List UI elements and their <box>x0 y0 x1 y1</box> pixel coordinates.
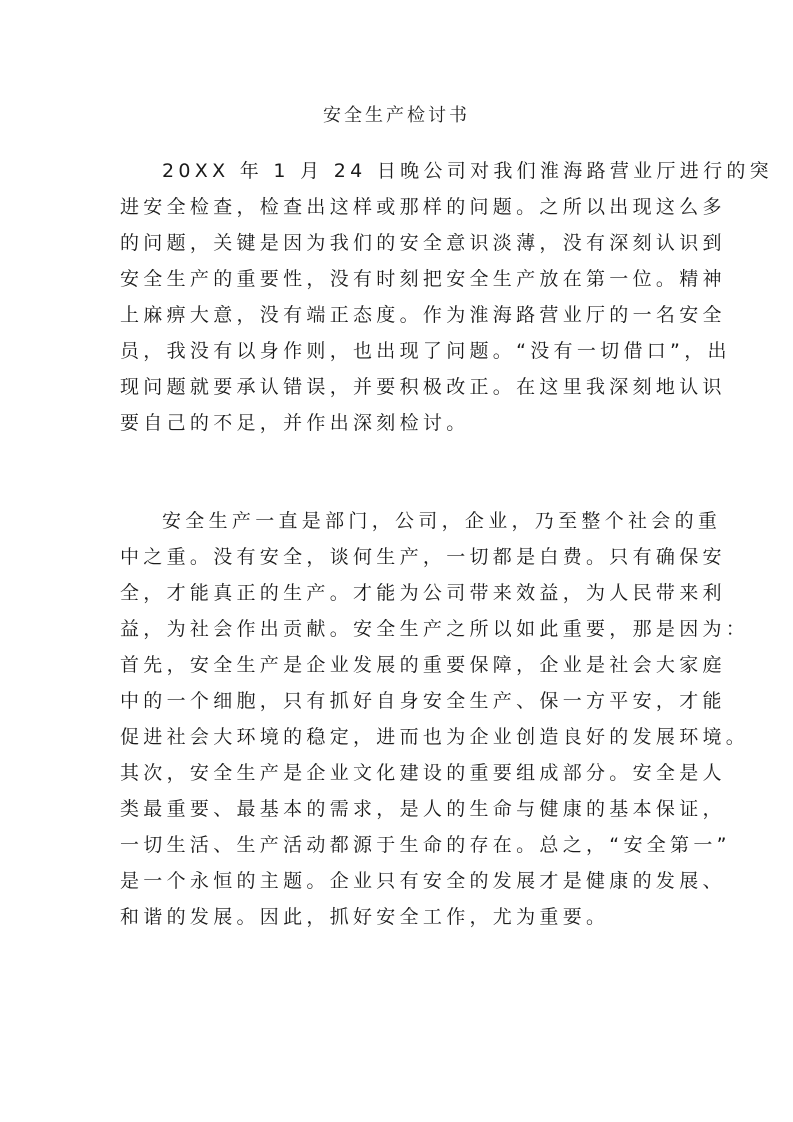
paragraph-1-line-6: 员，我没有以身作则，也出现了问题。“没有一切借口”，出 <box>120 340 731 362</box>
paragraph-2-line-6: 中的一个细胞，只有抓好自身安全生产、保一方平安，才能 <box>120 690 726 712</box>
paragraph-1-line-1: 20XX 年 1 月 24 日晚公司对我们淮海路营业厅进行的突 <box>162 160 773 182</box>
paragraph-1-line-4: 安全生产的重要性，没有时刻把安全生产放在第一位。精神 <box>120 268 726 290</box>
paragraph-2-line-11: 是一个永恒的主题。企业只有安全的发展才是健康的发展、 <box>120 870 726 892</box>
paragraph-2-line-1: 安全生产一直是部门，公司，企业，乃至整个社会的重 <box>162 510 722 532</box>
paragraph-1-line-8: 要自己的不足，并作出深刻检讨。 <box>120 412 470 434</box>
paragraph-2-line-9: 类最重要、最基本的需求，是人的生命与健康的基本保证， <box>120 798 726 820</box>
paragraph-2-line-7: 促进社会大环境的稳定，进而也为企业创造良好的发展环境。 <box>120 726 750 748</box>
paragraph-2-line-12: 和谐的发展。因此，抓好安全工作，尤为重要。 <box>120 906 610 928</box>
paragraph-1-line-7: 现问题就要承认错误，并要积极改正。在这里我深刻地认识 <box>120 376 726 398</box>
document-title: 安全生产检讨书 <box>323 105 470 126</box>
paragraph-2-line-5: 首先，安全生产是企业发展的重要保障，企业是社会大家庭 <box>120 654 726 676</box>
paragraph-2-line-8: 其次，安全生产是企业文化建设的重要组成部分。安全是人 <box>120 762 726 784</box>
paragraph-2-line-10: 一切生活、生产活动都源于生命的存在。总之，“安全第一” <box>120 834 731 856</box>
paragraph-2-line-3: 全，才能真正的生产。才能为公司带来效益，为人民带来利 <box>120 582 726 604</box>
paragraph-2-line-4: 益，为社会作出贡献。安全生产之所以如此重要，那是因为： <box>120 618 750 640</box>
paragraph-1-line-5: 上麻痹大意，没有端正态度。作为淮海路营业厅的一名安全 <box>120 304 726 326</box>
paragraph-1-line-2: 进安全检查，检查出这样或那样的问题。之所以出现这么多 <box>120 196 726 218</box>
paragraph-2-line-2: 中之重。没有安全，谈何生产，一切都是白费。只有确保安 <box>120 546 726 568</box>
paragraph-1-line-3: 的问题，关键是因为我们的安全意识淡薄，没有深刻认识到 <box>120 232 726 254</box>
